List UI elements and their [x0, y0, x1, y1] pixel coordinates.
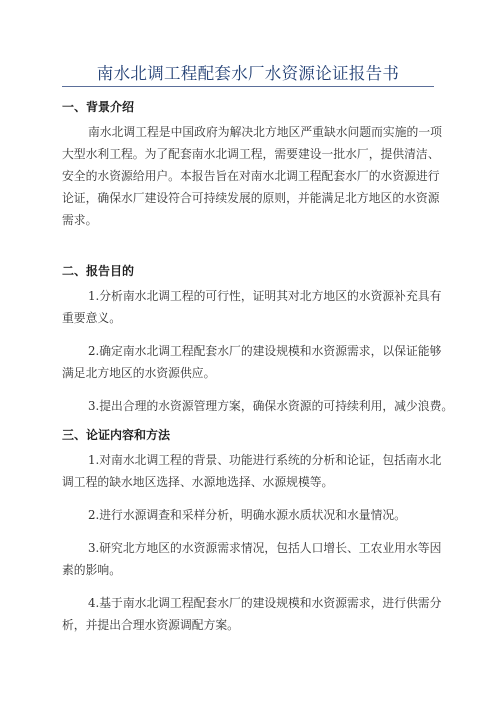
text-line: 2.进行水源调查和采样分析，明确水源水质状况和水量情况。 — [88, 508, 406, 522]
text-line: 需求。 — [62, 213, 98, 227]
text-line: 4.基于南水北调工程配套水厂的建设规模和水资源需求，进行供需分 — [88, 596, 442, 610]
text-line: 1.分析南水北调工程的可行性，证明其对北方地区的水资源补充具有 — [88, 289, 442, 303]
text-line: 论证，确保水厂建设符合可持续发展的原则，并能满足北方地区的水资源 — [62, 191, 440, 205]
paragraph-methods-1 — [62, 449, 442, 493]
paragraph-purpose-1 — [62, 285, 442, 329]
paragraph-methods-2 — [62, 504, 434, 526]
text-line: 重要意义。 — [62, 311, 121, 325]
paragraph-methods-4 — [62, 592, 442, 636]
text-line: 大型水利工程。为了配套南水北调工程，需要建设一批水厂，提供清洁、 — [62, 147, 440, 161]
text-line: 2.确定南水北调工程配套水厂的建设规模和水资源需求，以保证能够 — [88, 344, 442, 358]
text-line: 3.提出合理的水资源管理方案，确保水资源的可持续利用，减少浪费。 — [88, 399, 454, 413]
text-line: 析，并提出合理水资源调配方案。 — [62, 618, 239, 632]
paragraph-background — [62, 121, 442, 231]
title-divider — [62, 86, 434, 87]
paragraph-purpose-2 — [62, 340, 442, 384]
text-line: 1.对南水北调工程的背景、功能进行系统的分析和论证，包括南水北 — [88, 453, 442, 467]
text-line: 满足北方地区的水资源供应。 — [62, 366, 216, 380]
section-heading-purpose: 二、报告目的 — [62, 264, 135, 278]
text-line: 南水北调工程是中国政府为解决北方地区严重缺水问题而实施的一项 — [88, 125, 442, 139]
section-heading-background: 一、背景介绍 — [62, 100, 135, 114]
paragraph-purpose-3 — [62, 395, 454, 417]
section-heading-methods: 三、论证内容和方法 — [62, 428, 171, 442]
text-line: 调工程的缺水地区选择、水源地选择、水源规模等。 — [62, 475, 334, 489]
document-title: 南水北调工程配套水厂水资源论证报告书 — [96, 64, 400, 83]
text-line: 素的影响。 — [62, 563, 121, 577]
text-line: 安全的水资源给用户。本报告旨在对南水北调工程配套水厂的水资源进行 — [62, 169, 440, 183]
text-line: 3.研究北方地区的水资源需求情况，包括人口增长、工农业用水等因 — [88, 541, 442, 555]
paragraph-methods-3 — [62, 537, 442, 581]
